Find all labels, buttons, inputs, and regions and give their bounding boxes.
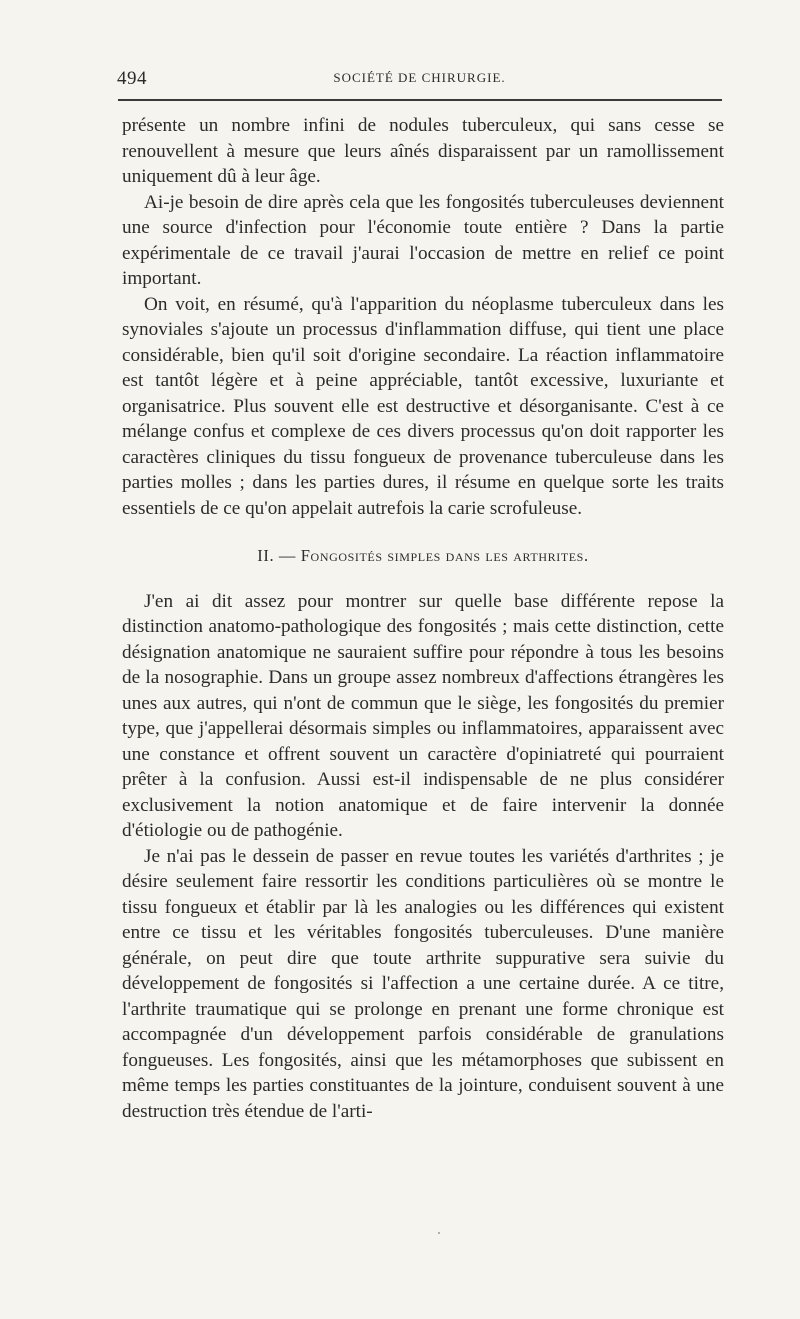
header-rule [118, 99, 722, 101]
page-header [117, 64, 722, 94]
page-speck [438, 1232, 440, 1234]
paragraph-continued: présente un nombre infini de nodules tuberculeux, qui sans cesse se renouvellent à mesure que leurs aînés disparaissent par un ramollissement uniquement dû à leur âge. [122, 115, 724, 187]
paragraph: On voit, en résumé, qu'à l'apparition du néoplasme tuberculeux dans les synoviales s'ajoute un processus d'inflammation diffuse, qui tient une place considérable, bien qu'il soit d'origine secondaire. La réaction inflammatoire est tantôt légère et à peine appréciable, tantôt excessive, luxuriante et organisatrice. Plus souvent elle est destructive et désorganisante. C'est à ce mélange confus et complexe de ces divers processus qu'on doit rapporter les caractères cliniques du tissu fongueux de provenance tuberculeuse dans les parties molles ; dans les parties dures, il résume en quelque sorte les traits essentiels de ce qu'on appelait autrefois la carie scrofuleuse. [122, 293, 724, 519]
paragraph: J'en ai dit assez pour montrer sur quelle base différente repose la distinction anatomo-pathologique des fongosités ; mais cette distinction, cette désignation anatomique ne sauraient suffire pour répondre à tous les besoins de la nosographie. Dans un groupe assez nombreux d'affections étrangères les unes aux autres, qui n'ont de commun que le siège, les fongosités du premier type, que j'appellerai désormais simples ou inflammatoires, apparaissent avec une constance et offrent souvent un caractère d'opiniatreté qui pourraient prêter à la confusion. Aussi est-il indispensable de ne plus considérer exclusivement la notion anatomique et de faire intervenir la donnée d'étiologie ou de pathogénie. [122, 590, 724, 841]
section-heading [122, 543, 724, 569]
page-number: 494 [117, 68, 147, 89]
running-head: SOCIÉTÉ DE CHIRURGIE. [333, 70, 506, 85]
paragraph: Ai-je besoin de dire après cela que les fongosités tuberculeuses deviennent une source d'infection pour l'économie toute entière ? Dans la partie expérimentale de ce travail j'aurai l'occasion de mettre en relief ce point important. [122, 191, 724, 289]
page-body [122, 113, 724, 1124]
paragraph: Je n'ai pas le dessein de passer en revue toutes les variétés d'arthrites ; je désire seulement faire ressortir les conditions particulières où se montre le tissu fongueux et établir par là les analogies ou les différences qui existent entre ce tissu et les véritables fongosités tuberculeuses. D'une manière générale, on peut dire que toute arthrite suppurative sera suivie du développement de fongosités si l'affection a une certaine durée. A ce titre, l'arthrite traumatique qui se prolonge en prenant une forme chronique est accompagnée d'un développement parfois considérable de granulations fongueuses. Les fongosités, ainsi que les métamorphoses que subissent en même temps les parties constituantes de la jointure, conduisent souvent à une destruction très étendue de l'arti- [122, 845, 724, 1122]
section-title: Fongosités simples dans les arthrites. [300, 546, 589, 565]
section-number: II. — [257, 546, 297, 565]
